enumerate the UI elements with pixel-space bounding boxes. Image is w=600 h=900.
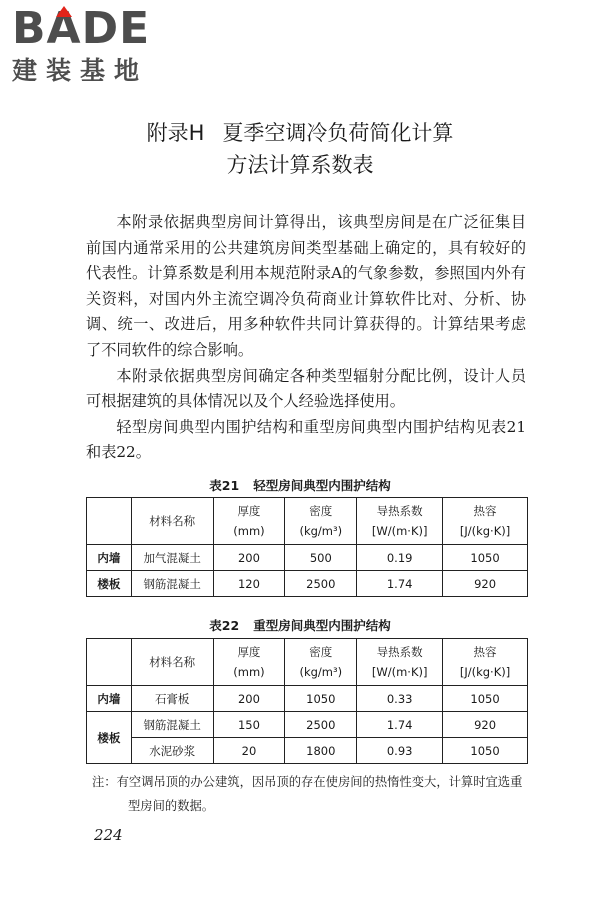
cell-conductivity: 0.33 [357, 686, 443, 712]
table21-header-conductivity: 导热系数 [W/(m·K)] [357, 498, 443, 545]
table22-number: 表22 [209, 618, 240, 633]
appendix-number: 附录H [146, 121, 205, 145]
cell-capacity: 1050 [443, 545, 528, 571]
table22-header-row [87, 639, 528, 686]
cell-capacity: 1050 [443, 738, 528, 764]
cell-material: 钢筋混凝土 [131, 712, 213, 738]
table21-title: 轻型房间典型内围护结构 [253, 478, 391, 493]
cell-conductivity: 1.74 [357, 712, 443, 738]
cell-density: 500 [285, 545, 357, 571]
table21-header-empty [87, 498, 132, 545]
cell-density: 1050 [285, 686, 357, 712]
row-label: 内墙 [87, 545, 132, 571]
cell-density: 1800 [285, 738, 357, 764]
table22-title: 重型房间典型内围护结构 [253, 618, 391, 633]
table-row [87, 738, 528, 764]
table22-header-capacity: 热容 [J/(kg·K)] [443, 639, 528, 686]
logo-subtitle: 建装基地 [12, 56, 149, 85]
table21-header-density: 密度 (kg/m³) [285, 498, 357, 545]
logo-wordmark [12, 4, 150, 54]
table21-header-capacity: 热容 [J/(kg·K)] [443, 498, 528, 545]
paragraph-3: 轻型房间典型内围护结构和重型房间典型内围护结构见表21和表22。 [86, 417, 526, 462]
table22-caption [0, 616, 600, 634]
note-line-2: 型房间的数据。 [128, 799, 215, 813]
table-row [87, 712, 528, 738]
logo-letter-b: B [12, 3, 47, 54]
cell-thickness: 200 [213, 545, 285, 571]
title-line-2: 方法计算系数表 [226, 153, 374, 177]
table-row [87, 545, 528, 571]
cell-thickness: 150 [213, 712, 285, 738]
body-text [86, 210, 526, 466]
paragraph-1: 本附录依据典型房间计算得出，该典型房间是在广泛征集目前国内通常采用的公共建筑房间类型基础上确定的，具有较好的代表性。计算系数是利用本规范附录A的气象参数，参照国内外有关资料，对国内外主流空调冷负荷商业计算软件比对、分析、协调、统一、改进后，用多种软件共同计算获得的。计算结果考虑了不同软件的综合影响。 [86, 213, 526, 359]
appendix-title [0, 117, 600, 181]
table21 [86, 497, 528, 597]
cell-capacity: 1050 [443, 686, 528, 712]
cell-material: 加气混凝土 [131, 545, 213, 571]
table-row [87, 571, 528, 597]
cell-thickness: 20 [213, 738, 285, 764]
page-number: 224 [94, 826, 123, 844]
logo-letter-a: A [46, 3, 82, 54]
table-row [87, 686, 528, 712]
table21-number: 表21 [209, 478, 240, 493]
note-line-1: 注：有空调吊顶的办公建筑，因吊顶的存在使房间的热惰性变大，计算时宜选重 [92, 775, 523, 789]
table21-header-material: 材料名称 [131, 498, 213, 545]
table22 [86, 638, 528, 764]
table-note [92, 770, 532, 818]
cell-material: 水泥砂浆 [131, 738, 213, 764]
row-label: 楼板 [87, 712, 132, 764]
table21-header-row [87, 498, 528, 545]
table22-header-empty [87, 639, 132, 686]
title-text-1: 夏季空调冷负荷简化计算 [222, 121, 454, 145]
cell-capacity: 920 [443, 712, 528, 738]
cell-density: 2500 [285, 712, 357, 738]
table22-header-material: 材料名称 [131, 639, 213, 686]
table22-header-conductivity: 导热系数 [W/(m·K)] [357, 639, 443, 686]
paragraph-2: 本附录依据典型房间确定各种类型辐射分配比例，设计人员可根据建筑的具体情况以及个人经验选择使用。 [86, 366, 526, 411]
table22-header-density: 密度 (kg/m³) [285, 639, 357, 686]
cell-material: 石膏板 [131, 686, 213, 712]
table22-header-thickness: 厚度 (mm) [213, 639, 285, 686]
title-line-1 [0, 117, 600, 149]
cell-conductivity: 0.93 [357, 738, 443, 764]
cell-conductivity: 1.74 [357, 571, 443, 597]
brand-logo [12, 4, 150, 86]
cell-thickness: 120 [213, 571, 285, 597]
row-label: 内墙 [87, 686, 132, 712]
logo-letters-de: DE [81, 3, 151, 54]
cell-material: 钢筋混凝土 [131, 571, 213, 597]
cell-capacity: 920 [443, 571, 528, 597]
cell-density: 2500 [285, 571, 357, 597]
table21-caption [0, 476, 600, 494]
table21-header-thickness: 厚度 (mm) [213, 498, 285, 545]
row-label: 楼板 [87, 571, 132, 597]
cell-thickness: 200 [213, 686, 285, 712]
cell-conductivity: 0.19 [357, 545, 443, 571]
